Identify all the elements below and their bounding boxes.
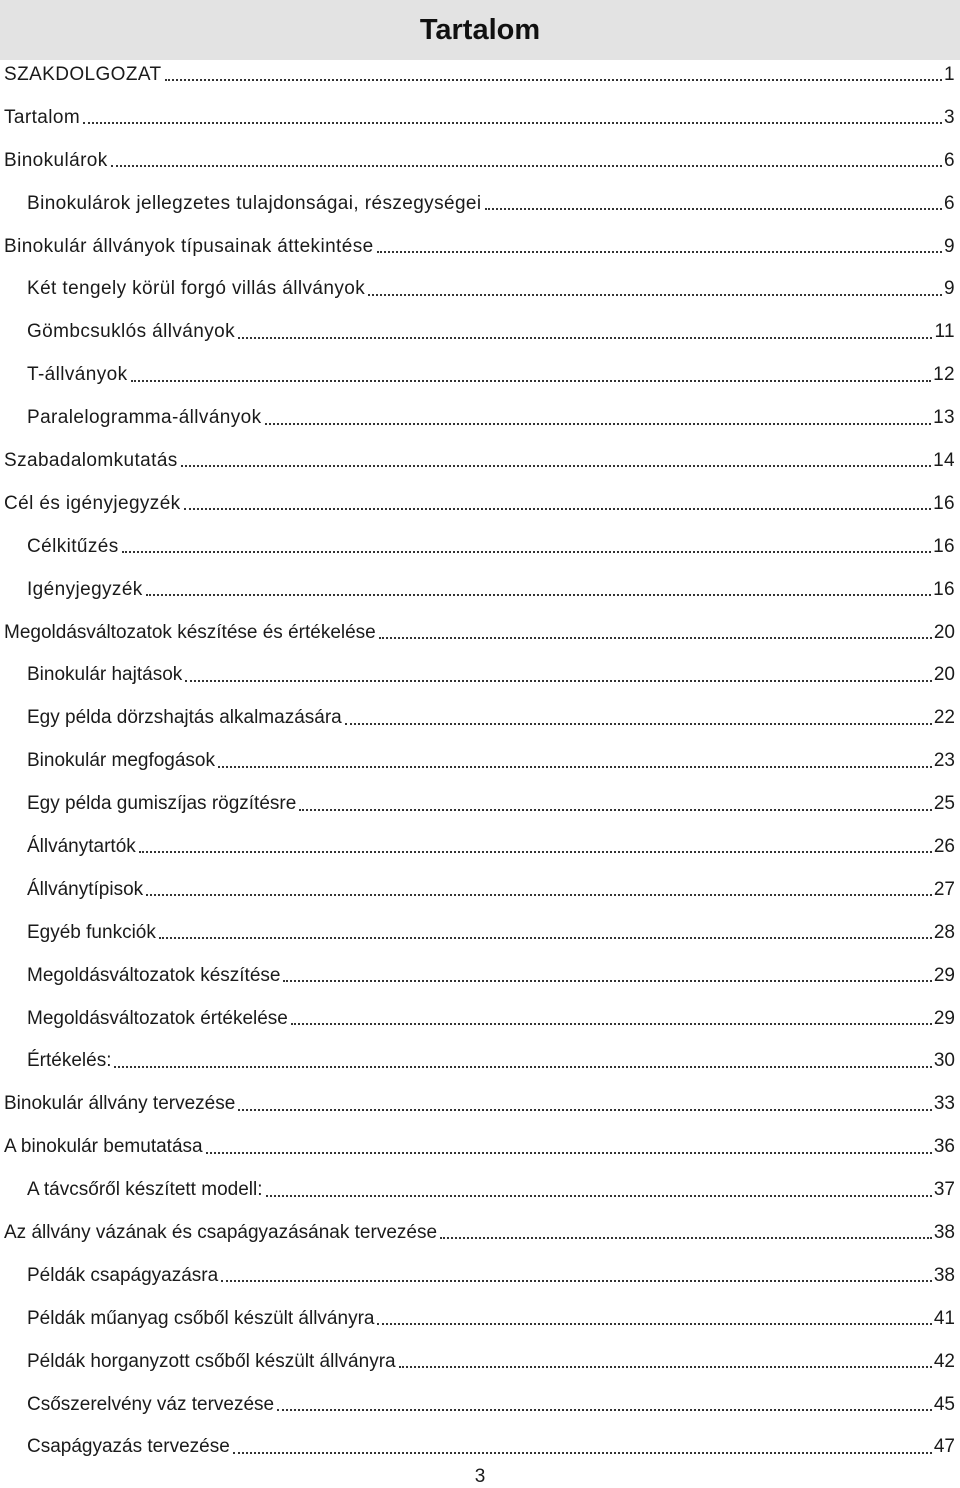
toc-entry-label: Szabadalomkutatás xyxy=(4,449,178,471)
toc-entry[interactable] xyxy=(0,954,960,997)
dot-leader xyxy=(131,365,932,385)
toc-entry[interactable] xyxy=(0,1125,960,1168)
dot-leader xyxy=(238,1094,932,1114)
dot-leader xyxy=(291,1008,932,1028)
toc-entry-page: 16 xyxy=(933,492,955,514)
dot-leader xyxy=(266,1180,932,1200)
dot-leader xyxy=(83,107,942,127)
toc-entry-page: 20 xyxy=(933,621,955,643)
heading-bar xyxy=(0,0,960,60)
toc-entry-page: 38 xyxy=(933,1264,955,1286)
toc-entry[interactable] xyxy=(0,225,960,268)
toc-entry[interactable] xyxy=(0,1254,960,1297)
toc-entry-page: 13 xyxy=(933,407,955,429)
toc-entry-page: 25 xyxy=(933,793,955,815)
toc-entry[interactable] xyxy=(0,482,960,525)
toc-entry[interactable] xyxy=(0,739,960,782)
toc-entry-page: 27 xyxy=(933,878,955,900)
toc-entry-label: Két tengely körül forgó villás állványok xyxy=(27,278,366,300)
toc-entry[interactable] xyxy=(0,182,960,225)
toc-entry-label: Egyéb funkciók xyxy=(27,921,156,943)
toc-entry[interactable] xyxy=(0,353,960,396)
toc-entry-label: Tartalom xyxy=(4,106,81,128)
dot-leader xyxy=(485,193,943,213)
toc-entry-page: 3 xyxy=(944,106,955,128)
toc-entry[interactable] xyxy=(0,1039,960,1082)
toc-entry[interactable] xyxy=(0,825,960,868)
toc-entry[interactable] xyxy=(0,1211,960,1254)
toc-entry[interactable] xyxy=(0,53,960,96)
toc-entry-page: 6 xyxy=(944,192,955,214)
toc-entry[interactable] xyxy=(0,1082,960,1125)
toc-entry[interactable] xyxy=(0,525,960,568)
toc-entry[interactable] xyxy=(0,782,960,825)
dot-leader xyxy=(238,322,932,342)
toc-entry-page: 22 xyxy=(933,707,955,729)
toc-entry-page: 14 xyxy=(933,449,955,471)
dot-leader xyxy=(139,836,932,856)
toc-entry[interactable] xyxy=(0,310,960,353)
dot-leader xyxy=(146,579,931,599)
toc-entry-label: Állványtípisok xyxy=(27,878,144,900)
toc-entry-page: 16 xyxy=(933,578,955,600)
toc-entry-page: 29 xyxy=(933,1007,955,1029)
toc-entry-page: 20 xyxy=(933,664,955,686)
toc-entry-label: Megoldásváltozatok készítése xyxy=(27,964,281,986)
toc-entry-label: Gömbcsuklós állványok xyxy=(27,321,235,343)
dot-leader xyxy=(218,751,932,771)
toc-entry[interactable] xyxy=(0,1426,960,1469)
toc-entry[interactable] xyxy=(0,653,960,696)
toc-entry[interactable] xyxy=(0,1383,960,1426)
toc-entry-page: 45 xyxy=(933,1393,955,1415)
dot-leader xyxy=(283,965,931,985)
toc-entry-label: Állványtartók xyxy=(27,835,136,857)
toc-entry[interactable] xyxy=(0,997,960,1040)
toc-entry-label: A binokulár bemutatása xyxy=(4,1136,203,1158)
toc-entry-label: Igényjegyzék xyxy=(27,578,143,600)
toc-entry-label: Példák csapágyazásra xyxy=(27,1264,219,1286)
toc-entry[interactable] xyxy=(0,439,960,482)
dot-leader xyxy=(233,1437,932,1457)
toc-entry-label: Binokulár állványok típusainak áttekintése xyxy=(4,235,374,257)
dot-leader xyxy=(377,1308,931,1328)
dot-leader xyxy=(440,1222,932,1242)
toc-entry-page: 9 xyxy=(944,235,955,257)
dot-leader xyxy=(379,622,932,642)
toc-entry[interactable] xyxy=(0,1340,960,1383)
toc-entry-label: Példák horganyzott csőből készült állványra xyxy=(27,1350,396,1372)
toc-entry-page: 41 xyxy=(933,1307,955,1329)
dot-leader xyxy=(114,1051,931,1071)
dot-leader xyxy=(184,493,931,513)
dot-leader xyxy=(368,279,942,299)
toc-entry[interactable] xyxy=(0,568,960,611)
toc-entry-label: T-állványok xyxy=(27,364,128,386)
toc-entry[interactable] xyxy=(0,267,960,310)
toc-entry-page: 30 xyxy=(933,1050,955,1072)
toc-entry[interactable] xyxy=(0,1168,960,1211)
dot-leader xyxy=(277,1394,932,1414)
toc-entry-label: Megoldásváltozatok készítése és értékelése xyxy=(4,621,376,643)
toc-entry[interactable] xyxy=(0,396,960,439)
dot-leader xyxy=(122,536,931,556)
dot-leader xyxy=(206,1137,932,1157)
table-of-contents xyxy=(0,53,960,1468)
toc-entry-label: Binokulárok jellegzetes tulajdonságai, részegységei xyxy=(27,192,482,214)
toc-entry[interactable] xyxy=(0,96,960,139)
toc-entry[interactable] xyxy=(0,1297,960,1340)
toc-entry-page: 23 xyxy=(933,750,955,772)
toc-entry-page: 33 xyxy=(933,1093,955,1115)
toc-entry[interactable] xyxy=(0,696,960,739)
toc-entry-label: Csapágyazás tervezése xyxy=(27,1436,230,1458)
dot-leader xyxy=(265,408,932,428)
toc-entry-page: 16 xyxy=(933,535,955,557)
toc-entry-page: 36 xyxy=(933,1136,955,1158)
toc-entry-label: Csőszerelvény váz tervezése xyxy=(27,1393,275,1415)
toc-entry[interactable] xyxy=(0,911,960,954)
toc-entry-label: Egy példa dörzshajtás alkalmazására xyxy=(27,707,342,729)
toc-entry-label: Értékelés: xyxy=(27,1050,112,1072)
dot-leader xyxy=(181,450,931,470)
toc-entry-page: 37 xyxy=(933,1179,955,1201)
toc-entry-label: Binokulár hajtások xyxy=(27,664,183,686)
toc-entry-page: 11 xyxy=(934,321,955,343)
toc-entry-page: 9 xyxy=(944,278,955,300)
toc-entry-label: Binokulár megfogások xyxy=(27,750,215,772)
dot-leader xyxy=(185,665,932,685)
dot-leader xyxy=(165,64,943,84)
page-number: 3 xyxy=(474,1466,486,1487)
toc-entry-page: 42 xyxy=(933,1350,955,1372)
toc-entry-label: Célkitűzés xyxy=(27,535,119,557)
toc-entry-page: 28 xyxy=(933,921,955,943)
dot-leader xyxy=(345,708,932,728)
dot-leader xyxy=(221,1265,932,1285)
dot-leader xyxy=(377,236,942,256)
dot-leader xyxy=(159,922,932,942)
toc-entry-label: Binokulárok xyxy=(4,149,108,171)
toc-entry-label: A távcsőről készített modell: xyxy=(27,1179,263,1201)
dot-leader xyxy=(146,879,932,899)
toc-entry-page: 29 xyxy=(933,964,955,986)
toc-entry-page: 1 xyxy=(944,63,955,85)
toc-entry-label: Egy példa gumiszíjas rögzítésre xyxy=(27,793,297,815)
toc-entry[interactable] xyxy=(0,139,960,182)
toc-entry-label: Cél és igényjegyzék xyxy=(4,492,181,514)
page-title: Tartalom xyxy=(419,13,541,46)
toc-entry-label: Megoldásváltozatok értékelése xyxy=(27,1007,288,1029)
dot-leader xyxy=(299,794,932,814)
toc-entry-page: 12 xyxy=(933,364,955,386)
dot-leader xyxy=(111,150,942,170)
toc-entry-page: 26 xyxy=(933,835,955,857)
toc-entry-page: 38 xyxy=(933,1221,955,1243)
toc-entry[interactable] xyxy=(0,611,960,654)
toc-entry-label: Binokulár állvány tervezése xyxy=(4,1093,236,1115)
toc-entry-label: Példák műanyag csőből készült állványra xyxy=(27,1307,375,1329)
toc-entry-label: Paralelogramma-állványok xyxy=(27,407,262,429)
toc-entry-page: 6 xyxy=(944,149,955,171)
dot-leader xyxy=(399,1351,932,1371)
toc-entry-page: 47 xyxy=(933,1436,955,1458)
toc-entry-label: Az állvány vázának és csapágyazásának tervezése xyxy=(4,1221,438,1243)
toc-entry-label: SZAKDOLGOZAT xyxy=(4,63,162,85)
toc-entry[interactable] xyxy=(0,868,960,911)
